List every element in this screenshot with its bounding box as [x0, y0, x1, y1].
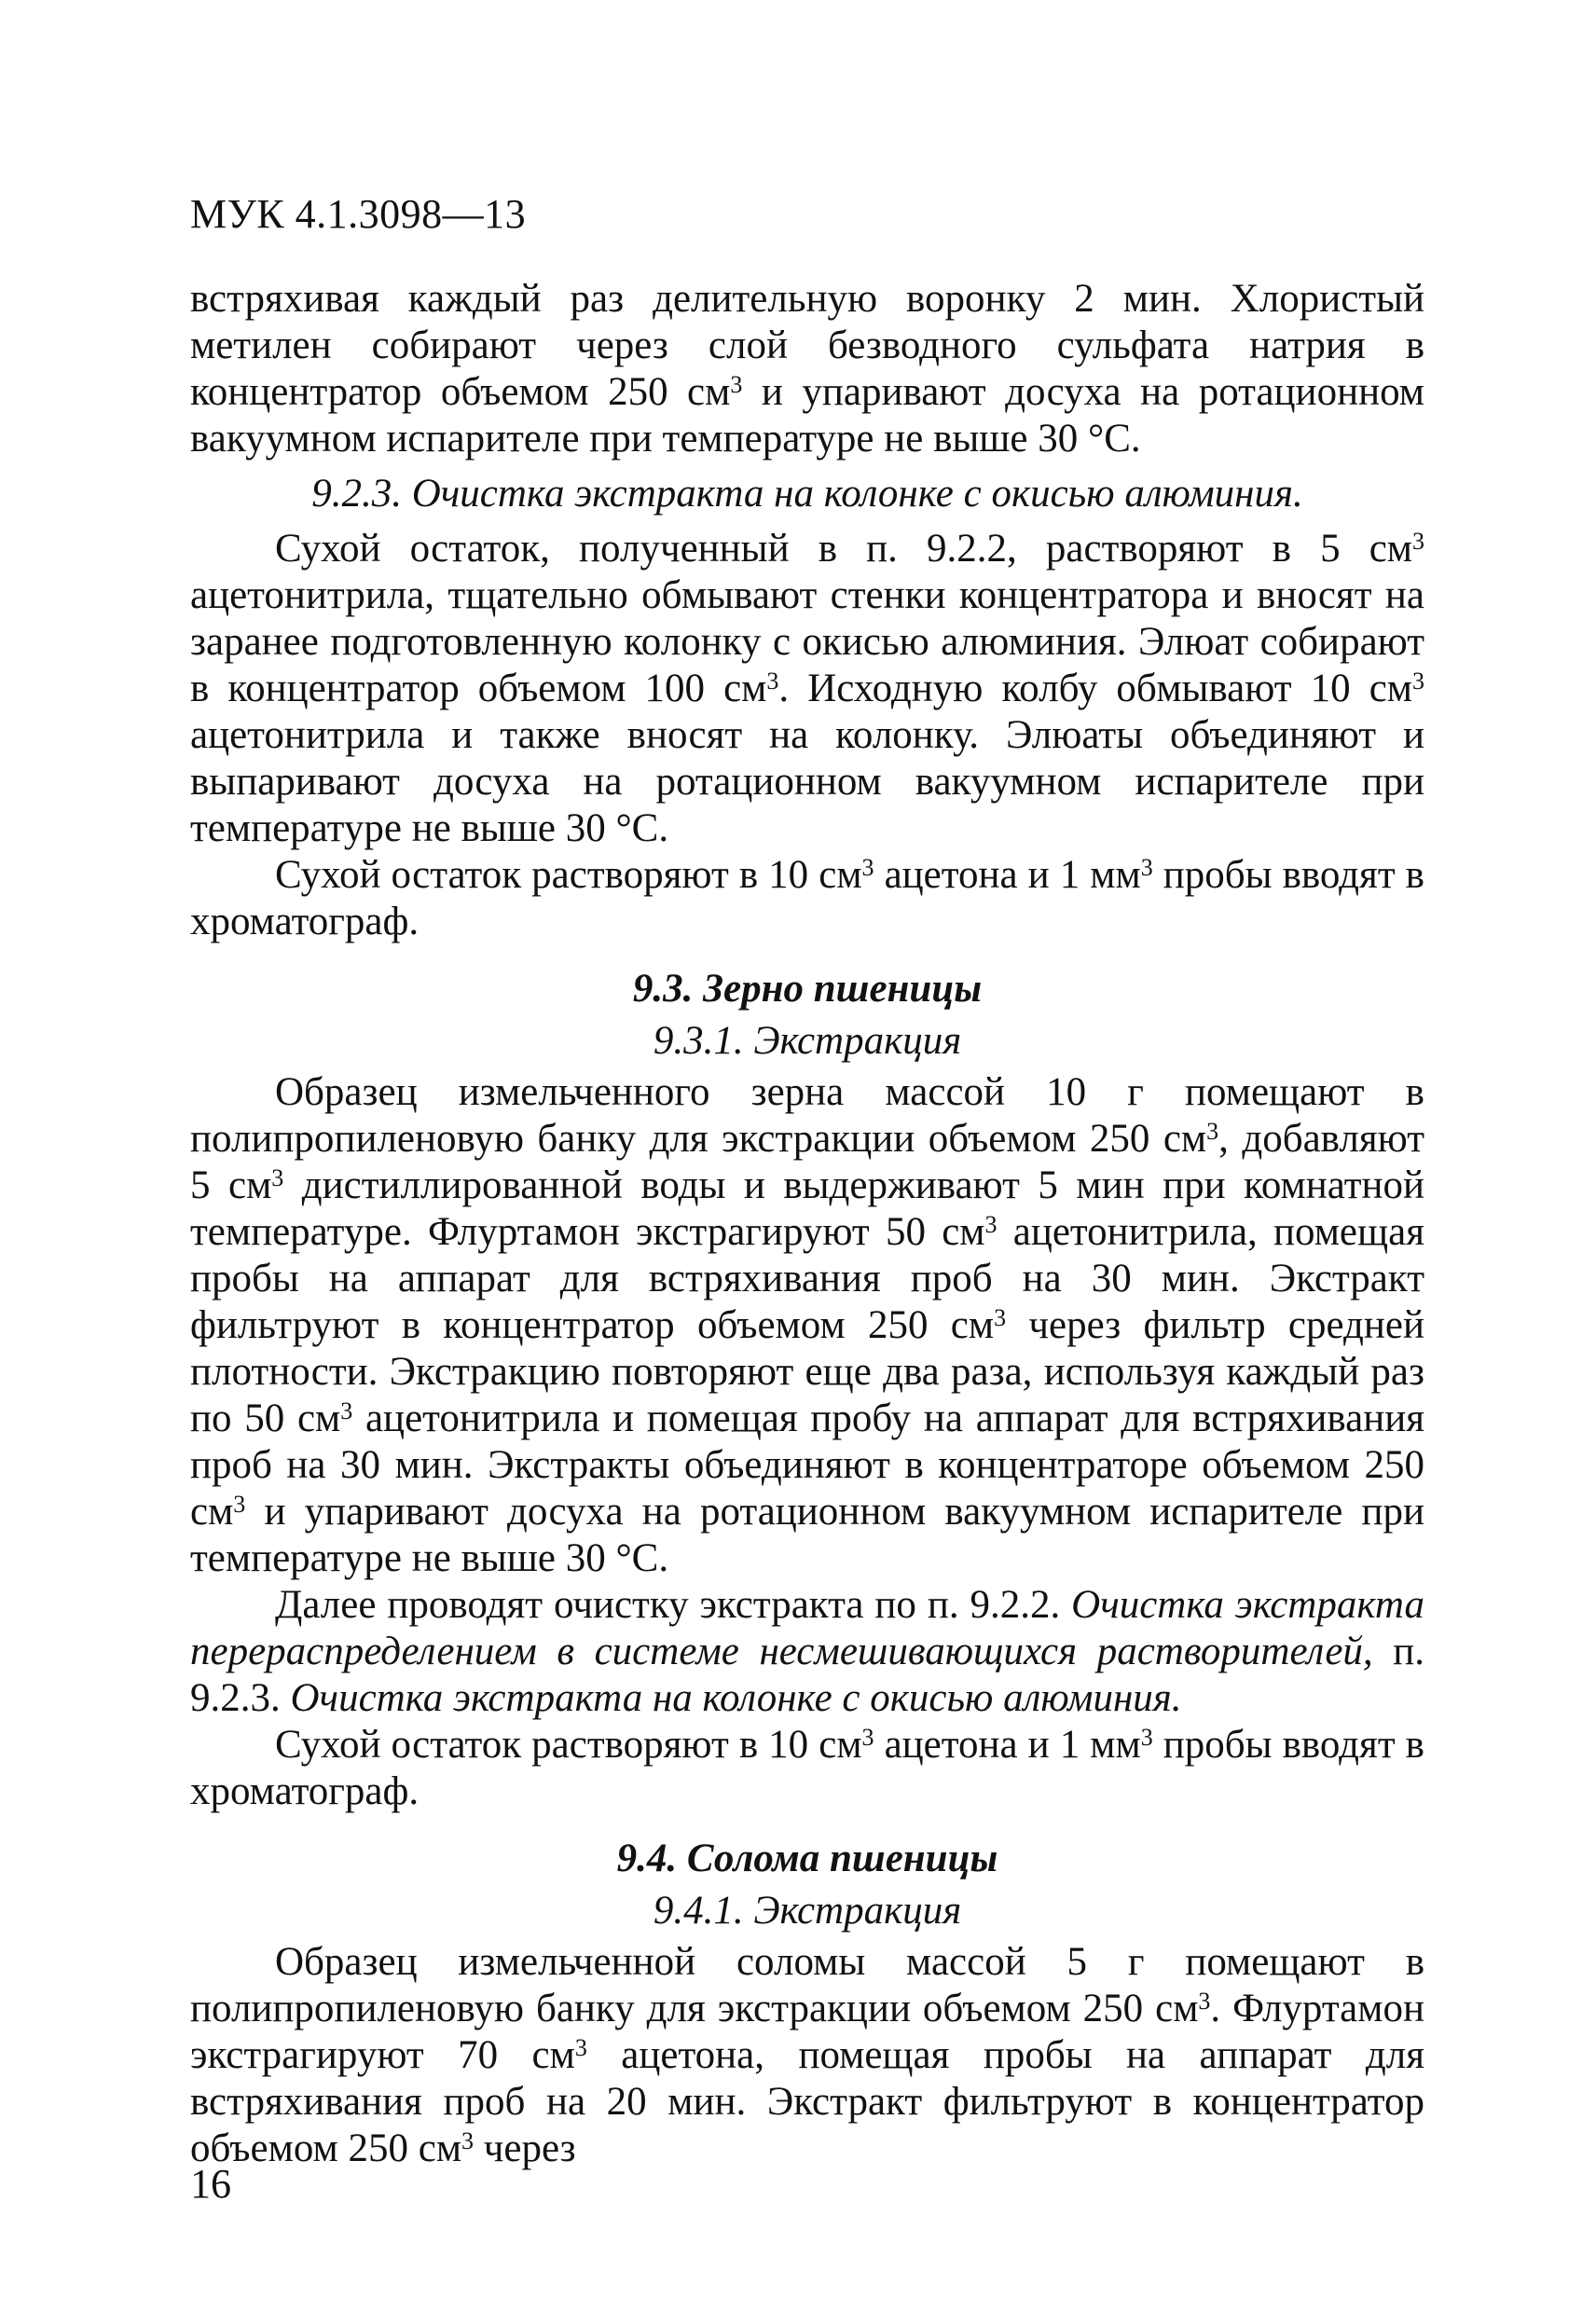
- paragraph-dry-residue-2: [190, 1722, 1424, 1815]
- text-run: . Флуртамон экстрагируют 70 см: [190, 1987, 1424, 2077]
- paragraph-grain-extraction: [190, 1069, 1424, 1582]
- text-run: Образец измельченного зерна массой 10 г помещают в полипропиленовую банку для экстракции объемом 250 см: [190, 1070, 1424, 1161]
- superscript: 3: [984, 1210, 998, 1238]
- section-heading-9-4-1: 9.4.1. Экстракция: [653, 1889, 962, 1933]
- italic-run: Очистка экстракта перераспределением в системе несмешивающихся растворителей,: [190, 1583, 1424, 1673]
- superscript: 3: [271, 1163, 284, 1191]
- text-run: дистиллированной воды и выдерживают 5 мин при комнатной температуре. Флуртамон экстрагируют 50 см: [190, 1163, 1425, 1254]
- text-run: и упаривают досуха на ротационном вакуумном испарителе при температуре не выше 30 °С.: [190, 370, 1424, 461]
- text-run: через: [474, 2126, 576, 2170]
- superscript: 3: [730, 370, 743, 398]
- superscript: 3: [1140, 1723, 1153, 1751]
- text-run: пробы вводят в хроматограф.: [190, 1723, 1424, 1813]
- section-heading-9-2-3: 9.2.3. Очистка экстракта на колонке с окисью алюминия.: [311, 472, 1303, 516]
- text-run: встряхивая каждый раз делительную воронку 2 мин. Хлористый метилен собирают через слой безводного сульфата натрия в концентратор объемом 250 см: [190, 277, 1424, 414]
- text-run: и упаривают досуха на ротационном вакуумном испарителе при температуре не выше 30 °С.: [190, 1490, 1424, 1580]
- text-run: через фильтр средней плотности. Экстракцию повторяют еще два раза, используя каждый раз по 50 см: [190, 1303, 1424, 1440]
- text-run: Далее проводят очистку экстракта по п. 9.2.2.: [275, 1583, 1072, 1627]
- text-run: ацетонитрила, помещая пробы на аппарат для встряхивания проб на 30 мин. Экстракт фильтруют в концентратор объемом 250 см: [190, 1210, 1424, 1347]
- text-run: ацетона и 1 мм: [874, 1723, 1141, 1767]
- superscript: 3: [1198, 1987, 1211, 2015]
- text-run: Образец измельченной соломы массой 5 г помещают в полипропиленовую банку для экстракции объемом 250 см: [190, 1940, 1424, 2030]
- superscript: 3: [861, 853, 874, 881]
- document-body: [190, 276, 1424, 2172]
- paragraph-continuation: [190, 276, 1424, 462]
- paragraph-alumina-cleanup: [190, 526, 1424, 852]
- superscript: 3: [574, 2033, 587, 2061]
- page-number: 16: [190, 2161, 231, 2207]
- superscript: 3: [461, 2126, 475, 2154]
- italic-run: Очистка экстракта на колонке с окисью алюминия.: [290, 1676, 1182, 1720]
- superscript: 3: [340, 1397, 353, 1424]
- paragraph-further-cleanup: [190, 1582, 1424, 1722]
- text-run: ацетона, помещая пробы на аппарат для встряхивания проб на 20 мин. Экстракт фильтруют в концентратор объемом 250 см: [190, 2033, 1424, 2170]
- paragraph-dry-residue-1: [190, 852, 1424, 945]
- section-heading-9-4: 9.4. Солома пшеницы: [616, 1837, 998, 1880]
- text-run: ацетонитрила и помещая пробу на аппарат для встряхивания проб на 30 мин. Экстракты объединяют в концентраторе объемом 250 см: [190, 1397, 1424, 1534]
- paragraph-straw-extraction: [190, 1939, 1424, 2172]
- document-code-header: МУК 4.1.3098—13: [190, 191, 527, 237]
- text-run: пробы вводят в хроматограф.: [190, 853, 1424, 943]
- superscript: 3: [1206, 1117, 1219, 1145]
- superscript: 3: [861, 1723, 874, 1751]
- superscript: 3: [766, 667, 779, 695]
- text-run: , добавляют 5 см: [190, 1117, 1424, 1207]
- text-run: Сухой остаток растворяют в 10 см: [275, 853, 862, 897]
- text-run: ацетона и 1 мм: [874, 853, 1141, 897]
- text-run: . Исходную колбу обмывают 10 см: [778, 667, 1413, 710]
- superscript: 3: [1412, 667, 1425, 695]
- section-heading-9-3: 9.3. Зерно пшеницы: [632, 967, 983, 1011]
- text-run: Сухой остаток, полученный в п. 9.2.2, растворяют в 5 см: [275, 527, 1412, 571]
- superscript: 3: [1412, 527, 1424, 555]
- text-run: ацетонитрила и также вносят на колонку. Элюаты объединяют и выпаривают досуха на ротационном вакуумном испарителе при температуре не выше 30 °С.: [190, 713, 1424, 850]
- text-run: п. 9.2.3.: [190, 1630, 1425, 1720]
- superscript: 3: [1140, 853, 1153, 881]
- text-run: ацетонитрила, тщательно обмывают стенки концентратора и вносят на заранее подготовленную колонку с окисью алюминия. Элюат собирают в концентратор объемом 100 см: [190, 573, 1424, 710]
- section-heading-9-3-1: 9.3.1. Экстракция: [653, 1019, 962, 1063]
- text-run: Сухой остаток растворяют в 10 см: [275, 1723, 862, 1767]
- superscript: 3: [233, 1490, 246, 1518]
- superscript: 3: [994, 1303, 1007, 1331]
